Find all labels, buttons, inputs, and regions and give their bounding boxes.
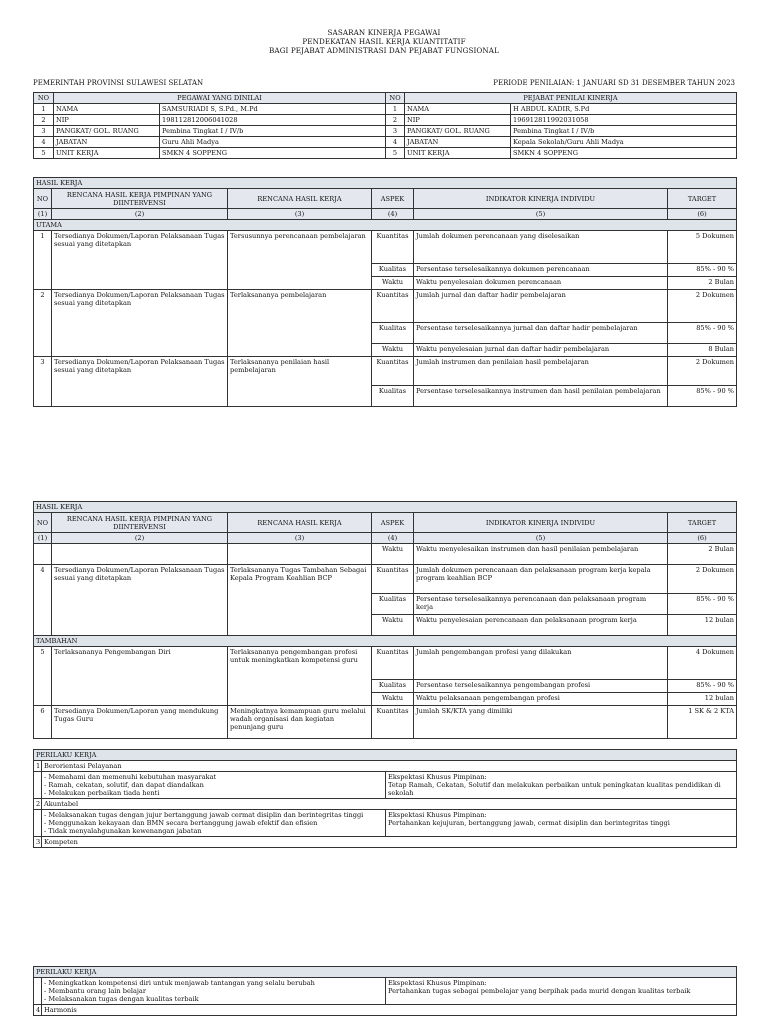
behavior-no: 1	[34, 761, 42, 772]
row-no: 4	[34, 137, 54, 148]
item-pimpinan: Tersedianya Dokumen/Laporan Pelaksanaan Tugas sesuai yang ditetapkan	[52, 357, 228, 407]
document-header	[0, 28, 768, 55]
item-indikator: Jumlah pengembangan profesi yang dilakukan	[414, 647, 668, 680]
col-indikator: INDIKATOR KINERJA INDIVIDU	[414, 189, 668, 209]
item-indikator: Jumlah SK/KTA yang dimiliki	[414, 706, 668, 739]
item-aspek: Kuantitas	[372, 290, 414, 323]
num-1: (1)	[34, 533, 52, 544]
item-aspek: Kuantitas	[372, 706, 414, 739]
ekspektasi-label: Ekspektasi Khusus Pimpinan:	[388, 811, 487, 819]
num-6: (6)	[668, 209, 737, 220]
item-indikator: Persentase terselesaikannya jurnal dan daftar hadir pembelajaran	[414, 323, 668, 344]
behavior-title-row	[34, 761, 737, 772]
behavior-point: - Melaksanakan tugas dengan jujur bertanggung jawab cermat disiplin dan berintegritas tinggi	[44, 811, 364, 819]
pegawai-value: SMKN 4 SOPPENG	[160, 148, 386, 159]
item-no: 5	[34, 647, 52, 706]
item-pimpinan: Tersedianya Dokumen/Laporan Pelaksanaan Tugas sesuai yang ditetapkan	[52, 231, 228, 290]
item-aspek: Waktu	[372, 615, 414, 636]
item-no: 4	[34, 565, 52, 636]
perilaku-title-2: PERILAKU KERJA	[34, 967, 737, 978]
item-indikator: Persentase terselesaikannya perencanaan dan pelaksanaan program kerja	[414, 594, 668, 615]
num-4: (4)	[372, 533, 414, 544]
behavior-points	[42, 810, 386, 837]
item-aspek: Kualitas	[372, 264, 414, 277]
item-rencana: Terlaksananya pengembangan profesi untuk meningkatkan kompetensi guru	[228, 647, 372, 706]
item-target: 2 Dokumen	[668, 290, 737, 323]
item-indikator: Persentase terselesaikannya dokumen perencanaan	[414, 264, 668, 277]
col-indikator: INDIKATOR KINERJA INDIVIDU	[414, 513, 668, 533]
item-aspek: Kualitas	[372, 323, 414, 344]
item-aspek: Kuantitas	[372, 357, 414, 386]
empty-cell	[52, 544, 228, 565]
empty-cell	[34, 810, 42, 837]
pejabat-value: 196912811992031058	[511, 115, 737, 126]
behavior-point: - Tidak menyalahgunakan kewenangan jabatan	[44, 827, 202, 835]
row-no: 1	[34, 104, 54, 115]
item-indikator: Waktu menyelesaikan instrumen dan hasil penilaian pembelajaran	[414, 544, 668, 565]
table-row	[34, 290, 737, 323]
field-label: PANGKAT/ GOL. RUANG	[54, 126, 160, 137]
field-label: JABATAN	[54, 137, 160, 148]
doc-title-3: BAGI PEJABAT ADMINISTRASI DAN PEJABAT FUNGSIONAL	[269, 46, 499, 55]
item-aspek: Waktu	[372, 344, 414, 357]
table-row	[34, 565, 737, 594]
item-indikator: Jumlah jurnal dan daftar hadir pembelajaran	[414, 290, 668, 323]
num-3: (3)	[228, 209, 372, 220]
identity-row	[34, 148, 737, 159]
num-5: (5)	[414, 209, 668, 220]
ekspektasi-cell	[386, 810, 737, 837]
item-target: 4 Dokumen	[668, 647, 737, 680]
ekspektasi-label: Ekspektasi Khusus Pimpinan:	[388, 773, 487, 781]
pejabat-value: Pembina Tingkat I / IV/b	[511, 126, 737, 137]
identity-row	[34, 137, 737, 148]
table-row	[34, 647, 737, 680]
behavior-detail-row	[34, 978, 737, 1005]
row-no: 3	[34, 126, 54, 137]
col-rencana: RENCANA HASIL KERJA	[228, 189, 372, 209]
item-indikator: Jumlah dokumen perencanaan dan pelaksanaan program kerja kepala program keahlian BCP	[414, 565, 668, 594]
col-pimpinan: RENCANA HASIL KERJA PIMPINAN YANG DIINTERVENSI	[52, 513, 228, 533]
num-1: (1)	[34, 209, 52, 220]
behavior-title-row	[34, 837, 737, 848]
row-no-2: 1	[386, 104, 405, 115]
col-target: TARGET	[668, 189, 737, 209]
row-no-2: 5	[386, 148, 405, 159]
item-indikator: Waktu penyelesaian jurnal dan daftar hadir pembelajaran	[414, 344, 668, 357]
behavior-point: - Melaksanakan tugas dengan kualitas terbaik	[44, 995, 199, 1003]
col-no: NO	[34, 93, 54, 104]
item-pimpinan: Terlaksananya Pengembangan Diri	[52, 647, 228, 706]
header-meta-row	[33, 79, 735, 87]
item-indikator: Waktu pelaksanaan pengembangan profesi	[414, 693, 668, 706]
behavior-point: - Ramah, cekatan, solutif, dan dapat diandalkan	[44, 781, 204, 789]
item-target: 5 Dokumen	[668, 231, 737, 264]
item-aspek: Kuantitas	[372, 647, 414, 680]
ekspektasi-cell	[386, 978, 737, 1005]
item-target: 85% - 90 %	[668, 264, 737, 277]
row-no-2: 2	[386, 115, 405, 126]
item-target: 85% - 90 %	[668, 386, 737, 407]
empty-cell	[34, 772, 42, 799]
item-rencana: Meningkatnya kemampuan guru melalui wadah organisasi dan kegiatan penunjang guru	[228, 706, 372, 739]
pegawai-value: Pembina Tingkat I / IV/b	[160, 126, 386, 137]
col-no-2: NO	[386, 93, 405, 104]
item-no: 2	[34, 290, 52, 357]
table-row	[34, 231, 737, 264]
pejabat-value: SMKN 4 SOPPENG	[511, 148, 737, 159]
ekspektasi-cell	[386, 772, 737, 799]
item-target: 1 SK & 2 KTA	[668, 706, 737, 739]
behavior-point: - Membantu orang lain belajar	[44, 987, 147, 995]
pegawai-title: PEGAWAI YANG DINILAI	[54, 93, 386, 104]
behavior-no: 2	[34, 799, 42, 810]
item-aspek: Kuantitas	[372, 231, 414, 264]
hasil-kerja-table-1	[33, 177, 737, 407]
item-aspek: Kualitas	[372, 594, 414, 615]
hasil-kerja-table-2	[33, 501, 737, 739]
hasil-kerja-title-2: HASIL KERJA	[34, 502, 737, 513]
utama-section: UTAMA	[34, 220, 737, 231]
item-target: 85% - 90 %	[668, 594, 737, 615]
ekspektasi-text: Pertahankan tugas sebagai pembelajar yang berpihak pada murid dengan kualitas terbaik	[388, 987, 691, 995]
behavior-detail-row	[34, 810, 737, 837]
item-pimpinan: Tersedianya Dokumen/Laporan yang mendukung Tugas Guru	[52, 706, 228, 739]
empty-cell	[228, 544, 372, 565]
behavior-title: Akuntabel	[42, 799, 737, 810]
behavior-point: - Meningkatkan kompetensi diri untuk menjawab tantangan yang selalu berubah	[44, 979, 315, 987]
item-pimpinan: Tersedianya Dokumen/Laporan Pelaksanaan Tugas sesuai yang ditetapkan	[52, 565, 228, 636]
behavior-no: 4	[34, 1005, 42, 1016]
item-target: 12 bulan	[668, 615, 737, 636]
table-row	[34, 544, 737, 565]
behavior-title: Harmonis	[42, 1005, 737, 1016]
behavior-point: - Memahami dan memenuhi kebutuhan masyarakat	[44, 773, 217, 781]
behavior-detail-row	[34, 772, 737, 799]
pegawai-value: SAMSURIADI S, S.Pd., M.Pd	[160, 104, 386, 115]
item-target: 2 Bulan	[668, 277, 737, 290]
item-target: 2 Bulan	[668, 544, 737, 565]
hasil-kerja-title: HASIL KERJA	[34, 178, 737, 189]
tambahan-row	[34, 636, 737, 647]
field-label: NIP	[54, 115, 160, 126]
num-2: (2)	[52, 533, 228, 544]
field-label-2: UNIT KERJA	[405, 148, 511, 159]
num-4: (4)	[372, 209, 414, 220]
pejabat-value: H ABDUL KADIR, S.Pd	[511, 104, 737, 115]
num-2: (2)	[52, 209, 228, 220]
identity-row	[34, 104, 737, 115]
identity-table	[33, 92, 737, 159]
perilaku-table-1	[33, 749, 737, 848]
item-aspek: Kualitas	[372, 386, 414, 407]
item-no: 6	[34, 706, 52, 739]
field-label: NAMA	[54, 104, 160, 115]
num-5: (5)	[414, 533, 668, 544]
identity-row	[34, 115, 737, 126]
col-pimpinan: RENCANA HASIL KERJA PIMPINAN YANG DIINTERVENSI	[52, 189, 228, 209]
item-target: 8 Bulan	[668, 344, 737, 357]
item-rencana: Tersusunnya perencanaan pembelajaran	[228, 231, 372, 290]
pejabat-value: Kepala Sekolah/Guru Ahli Madya	[511, 137, 737, 148]
item-indikator: Jumlah instrumen dan penilaian hasil pembelajaran	[414, 357, 668, 386]
table-row	[34, 357, 737, 386]
behavior-points	[42, 978, 386, 1005]
item-target: 85% - 90 %	[668, 323, 737, 344]
col-no: NO	[34, 189, 52, 209]
item-indikator: Jumlah dokumen perencanaan yang diselesaikan	[414, 231, 668, 264]
doc-title-1: SASARAN KINERJA PEGAWAI	[327, 28, 441, 37]
ekspektasi-label: Ekspektasi Khusus Pimpinan:	[388, 979, 487, 987]
field-label-2: PANGKAT/ GOL. RUANG	[405, 126, 511, 137]
empty-cell	[34, 544, 52, 565]
col-no: NO	[34, 513, 52, 533]
field-label-2: NIP	[405, 115, 511, 126]
ekspektasi-text: Pertahankan kejujuran, bertanggung jawab, cermat disiplin dan berintegritas tinggi	[388, 819, 670, 827]
row-no: 2	[34, 115, 54, 126]
col-aspek: ASPEK	[372, 513, 414, 533]
col-aspek: ASPEK	[372, 189, 414, 209]
item-rencana: Terlaksananya pembelajaran	[228, 290, 372, 357]
behavior-title: Berorientasi Pelayanan	[42, 761, 737, 772]
row-no: 5	[34, 148, 54, 159]
behavior-points	[42, 772, 386, 799]
empty-cell	[34, 978, 42, 1005]
periode-label: PERIODE PENILAIAN: 1 JANUARI SD 31 DESEMBER TAHUN 2023	[493, 79, 735, 87]
behavior-point: - Melakukan perbaikan tiada henti	[44, 789, 160, 797]
item-aspek: Waktu	[372, 693, 414, 706]
doc-title-2: PENDEKATAN HASIL KERJA KUANTITATIF	[302, 37, 466, 46]
item-rencana: Terlaksananya penilaian hasil pembelajaran	[228, 357, 372, 407]
behavior-title-row	[34, 799, 737, 810]
pejabat-title: PEJABAT PENILAI KINERJA	[405, 93, 737, 104]
tambahan-section: TAMBAHAN	[34, 636, 737, 647]
behavior-no: 3	[34, 837, 42, 848]
item-pimpinan: Tersedianya Dokumen/Laporan Pelaksanaan Tugas sesuai yang ditetapkan	[52, 290, 228, 357]
col-target: TARGET	[668, 513, 737, 533]
pegawai-value: Guru Ahli Madya	[160, 137, 386, 148]
item-target: 12 bulan	[668, 693, 737, 706]
field-label: UNIT KERJA	[54, 148, 160, 159]
pegawai-value: 198112812006041028	[160, 115, 386, 126]
perilaku-table-2	[33, 966, 737, 1016]
num-6: (6)	[668, 533, 737, 544]
identity-row	[34, 126, 737, 137]
field-label-2: NAMA	[405, 104, 511, 115]
col-rencana: RENCANA HASIL KERJA	[228, 513, 372, 533]
row-no-2: 3	[386, 126, 405, 137]
item-no: 1	[34, 231, 52, 290]
instansi-label: PEMERINTAH PROVINSI SULAWESI SELATAN	[33, 79, 204, 87]
row-no-2: 4	[386, 137, 405, 148]
table-row	[34, 706, 737, 739]
item-rencana: Terlaksananya Tugas Tambahan Sebagai Kepala Program Keahlian BCP	[228, 565, 372, 636]
item-no: 3	[34, 357, 52, 407]
behavior-point: - Menggunakan kekayaan dan BMN secara bertanggung jawab efektif dan efisien	[44, 819, 318, 827]
item-aspek: Kuantitas	[372, 565, 414, 594]
item-indikator: Persentase terselesaikannya instrumen dan hasil penilaian pembelajaran	[414, 386, 668, 407]
item-target: 85% - 90 %	[668, 680, 737, 693]
item-indikator: Persentase terselesaikannya pengembangan profesi	[414, 680, 668, 693]
behavior-title-row	[34, 1005, 737, 1016]
field-label-2: JABATAN	[405, 137, 511, 148]
item-indikator: Waktu penyelesaian dokumen perencanaan	[414, 277, 668, 290]
item-aspek: Waktu	[372, 544, 414, 565]
item-aspek: Waktu	[372, 277, 414, 290]
behavior-title: Kompeten	[42, 837, 737, 848]
item-aspek: Kualitas	[372, 680, 414, 693]
ekspektasi-text: Tetap Ramah, Cekatan, Solutif dan melakukan perbaikan untuk peningkatan kualitas pendidikan di sekolah	[388, 781, 721, 797]
item-indikator: Waktu penyelesaian perencanaan dan pelaksanaan program kerja	[414, 615, 668, 636]
item-target: 2 Dokumen	[668, 357, 737, 386]
perilaku-title: PERILAKU KERJA	[34, 750, 737, 761]
item-target: 2 Dokumen	[668, 565, 737, 594]
num-3: (3)	[228, 533, 372, 544]
